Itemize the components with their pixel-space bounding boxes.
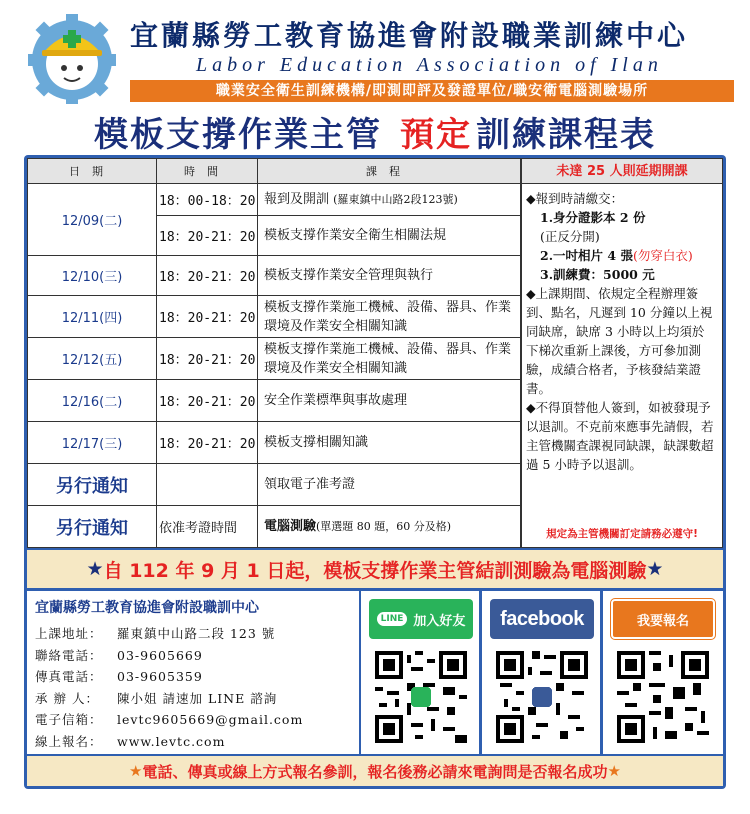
course-cell: [258, 506, 521, 548]
contact-label: 上課地址：: [35, 626, 103, 641]
star-icon: ★: [86, 558, 104, 580]
notes-footer: 規定為主管機關訂定請務必遵守!: [546, 528, 698, 540]
schedule-table: [27, 158, 521, 548]
notes-item-3: 3.訓練費：5000 元: [540, 267, 655, 282]
time-cell: 18：20-21：20: [157, 380, 258, 422]
notes-body: [522, 184, 722, 474]
contact-panel: [27, 591, 359, 754]
course-cell: 模板支撐作業施工機械、設備、器具、作業環境及作業安全相關知識: [258, 296, 521, 338]
date-cell: 12/16(二): [28, 380, 157, 422]
org-logo-icon: [26, 12, 118, 104]
course-cell: 領取電子准考證: [258, 464, 521, 506]
date-cell: 另行通知: [28, 506, 157, 548]
facebook-button[interactable]: facebook: [490, 599, 594, 639]
date-cell: 12/17(三): [28, 422, 157, 464]
contact-label: 電子信箱：: [35, 712, 103, 727]
line-icon: LINE: [377, 612, 408, 626]
time-cell: 18：20-21：20: [157, 216, 258, 256]
course-title-part2: 訓練課程表: [476, 114, 656, 155]
banner-text: 自 112 年 9 月 1 日起，模板支撐作業主管結訓測驗為電腦測驗: [103, 559, 647, 582]
date-cell: 12/10(三): [28, 256, 157, 296]
time-cell: 依准考證時間: [157, 506, 258, 548]
table-row: [28, 296, 521, 338]
course-cell: 模板支撐相關知識: [258, 422, 521, 464]
table-row: [28, 256, 521, 296]
course-cell: 模板支撐作業安全管理與執行: [258, 256, 521, 296]
contact-label: 承 辦 人：: [35, 690, 99, 706]
time-cell: 18：20-21：20: [157, 296, 258, 338]
contact-title: 宜蘭縣勞工教育協進會附設職訓中心: [35, 600, 259, 616]
table-row: [28, 338, 521, 380]
line-button-label: 加入好友: [413, 613, 466, 629]
time-cell: [157, 464, 258, 506]
time-cell: 18：00-18：20: [157, 184, 258, 216]
course-title-highlight: 預定: [400, 114, 472, 155]
course-title: [24, 108, 726, 154]
org-title: 宜蘭縣勞工教育協進會附設職業訓練中心: [130, 19, 689, 52]
header-time: 時間: [157, 159, 258, 184]
course-cell: 模板支撐作業安全衛生相關法規: [258, 216, 521, 256]
notes-intro: ◆報到時請繳交：: [526, 191, 624, 206]
facebook-qr-panel: [482, 591, 600, 754]
table-header-row: [28, 159, 521, 184]
contact-value[interactable]: 03-9605669: [117, 647, 203, 663]
time-cell: 18：20-21：20: [157, 256, 258, 296]
contact-label: 聯絡電話：: [35, 647, 103, 663]
register-button[interactable]: 我要報名: [611, 599, 715, 639]
contact-email: [35, 709, 351, 731]
footer-banner: [27, 756, 723, 786]
course-cell: 安全作業標準與事故處理: [258, 380, 521, 422]
register-qr-code-icon[interactable]: [617, 651, 709, 743]
schedule-area: [27, 158, 723, 548]
contact-value: 羅東鎮中山路二段 123 號: [117, 626, 276, 641]
line-add-friend-button[interactable]: [369, 599, 473, 639]
table-row: [28, 184, 521, 216]
notes-item-2-note: (勿穿白衣): [632, 248, 693, 263]
header-course: 課程: [258, 159, 521, 184]
notes-header: 未達 25 人則延期開課: [522, 159, 722, 184]
notes-item-1: 1.身分證影本 2 份: [540, 210, 646, 225]
contact-label: 線上報名：: [35, 733, 103, 749]
contact-label: 傳真電話：: [35, 669, 103, 684]
website-link[interactable]: www.levtc.com: [117, 733, 226, 749]
course-note: (單選題 80 題，60 分及格): [316, 520, 452, 533]
table-row: [28, 506, 521, 548]
contact-person: [35, 688, 351, 710]
date-cell: 12/11(四): [28, 296, 157, 338]
notes-rule-2: ◆不得頂替他人簽到，如被發現予以退訓。不克前來應事先請假，若主管機關查課視同缺課，缺課數超過 5 小時予以退訓。: [526, 400, 714, 472]
register-qr-panel: [603, 591, 723, 754]
facebook-qr-code-icon[interactable]: [496, 651, 588, 743]
notes-panel: [521, 158, 723, 548]
email-link[interactable]: levtc9605669@gmail.com: [117, 712, 304, 727]
notes-item-1b: (正反分開): [540, 229, 600, 244]
org-subtitle-bar: 職業安全衛生訓練機構/即測即評及發證單位/職安衛電腦測驗場所: [130, 80, 734, 102]
table-row: [28, 464, 521, 506]
star-icon: ★: [129, 762, 143, 780]
org-english-name: Labor Education Association of Ilan: [196, 54, 663, 76]
table-row: [28, 380, 521, 422]
notes-item-2-text: 2.一吋相片 4 張: [540, 248, 633, 263]
contact-website: [35, 731, 351, 753]
header-date: 日期: [28, 159, 157, 184]
course-title-part1: 模板支撐作業主管: [94, 114, 382, 155]
contact-fax: [35, 666, 351, 688]
table-row: [28, 422, 521, 464]
header: [18, 8, 732, 108]
course-cell: [258, 184, 521, 216]
contact-value: 陳小姐 請速加 LINE 諮詢: [117, 690, 278, 706]
time-cell: 18：20-21：20: [157, 422, 258, 464]
star-icon: ★: [646, 558, 664, 580]
contact-value: 03-9605359: [117, 669, 203, 684]
course-cell: 模板支撐作業施工機械、設備、器具、作業環境及作業安全相關知識: [258, 338, 521, 380]
line-qr-code-icon[interactable]: [375, 651, 467, 743]
course-text: 報到及開訓: [264, 192, 330, 207]
notes-rule-1: ◆上課期間、依規定全程辦理簽到、點名，凡遲到 10 分鐘以上視同缺席，缺席 3 小時以上均須於下梯次重新上課後，方可參加測驗，成績合格者，予核發結業證書。: [526, 286, 713, 396]
notes-item-2: [526, 246, 716, 265]
line-qr-panel: [361, 591, 479, 754]
footer-text: 電話、傳真或線上方式報名參訓，報名後務必請來電詢問是否報名成功: [142, 762, 608, 781]
course-text: 電腦測驗: [264, 519, 317, 534]
course-note: (羅東鎮中山路2段123號): [333, 193, 458, 206]
computer-test-banner: [27, 550, 723, 588]
star-icon: ★: [607, 762, 621, 780]
date-cell: 另行通知: [28, 464, 157, 506]
date-cell: 12/12(五): [28, 338, 157, 380]
date-cell: 12/09(二): [28, 184, 157, 256]
time-cell: 18：20-21：20: [157, 338, 258, 380]
contact-address: [35, 623, 351, 645]
contact-phone: [35, 645, 351, 667]
